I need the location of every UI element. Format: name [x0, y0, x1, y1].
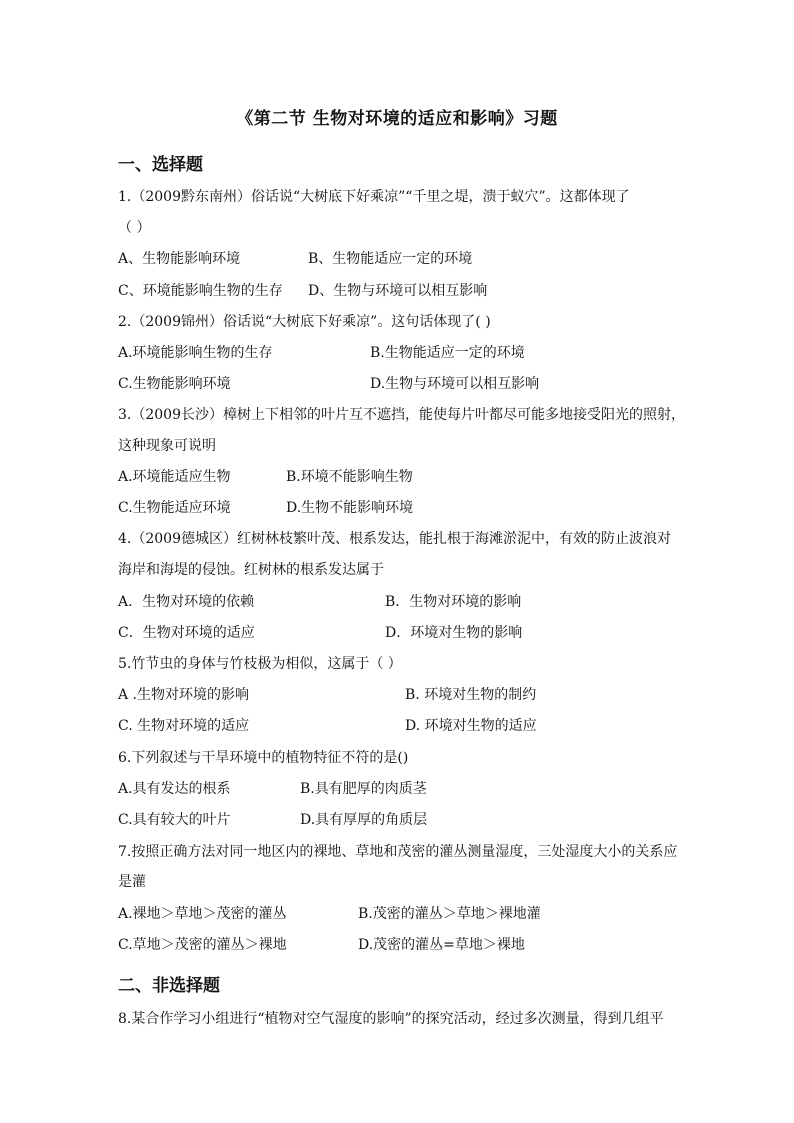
question-4-stem-cont: 海岸和海堤的侵蚀。红树林的根系发达属于 — [118, 562, 384, 578]
question-8-stem: 8.某合作学习小组进行“植物对空气湿度的影响”的探究活动，经过多次测量，得到几组平 — [118, 1011, 664, 1027]
question-1-option-c: C、环境能影响生物的生存 — [118, 283, 283, 299]
question-7-option-a: A.裸地＞草地＞茂密的灌丛 — [118, 906, 287, 922]
page-title: 《第二节 生物对环境的适应和影响》习题 — [236, 109, 558, 129]
question-5-option-c: C. 生物对环境的适应 — [118, 718, 250, 734]
question-1-stem: 1.（2009黔东南州）俗话说“大树底下好乘凉”“千里之堤，溃于蚁穴”。这都体现了 — [118, 189, 630, 205]
question-4-option-a: A．生物对环境的依赖 — [118, 594, 255, 610]
section-heading-nonchoice: 二、非选择题 — [118, 976, 220, 996]
question-3-stem-cont: 这种现象可说明 — [118, 438, 216, 454]
question-4-option-c: C．生物对环境的适应 — [118, 625, 255, 641]
question-2-option-a: A.环境能影响生物的生存 — [118, 345, 273, 361]
question-1-option-a: A、生物能影响环境 — [118, 251, 241, 267]
question-7-stem-cont: 是灌 — [118, 874, 146, 890]
question-7-option-d: D.茂密的灌丛=草地＞裸地 — [358, 937, 525, 953]
question-7-option-b: B.茂密的灌丛＞草地＞裸地灌 — [358, 906, 541, 922]
question-1-stem-cont: （ ） — [118, 220, 151, 236]
question-6-option-d: D.具有厚厚的角质层 — [300, 812, 428, 828]
question-5-option-a: A .生物对环境的影响 — [118, 687, 250, 703]
question-1-option-b: B、生物能适应一定的环境 — [308, 251, 473, 267]
question-5-stem: 5.竹节虫的身体与竹枝极为相似，这属于（ ） — [118, 656, 402, 672]
question-6-option-c: C.具有较大的叶片 — [118, 812, 231, 828]
question-3-option-c: C.生物能适应环境 — [118, 500, 231, 516]
question-5-option-b: B. 环境对生物的制约 — [405, 687, 537, 703]
question-3-option-a: A.环境能适应生物 — [118, 469, 231, 485]
question-3-option-d: D.生物不能影响环境 — [286, 500, 414, 516]
question-7-stem: 7.按照正确方法对同一地区内的裸地、草地和茂密的灌丛测量湿度，三处湿度大小的关系应 — [118, 844, 678, 860]
question-3-option-b: B.环境不能影响生物 — [286, 469, 413, 485]
question-7-option-c: C.草地＞茂密的灌丛＞裸地 — [118, 937, 287, 953]
question-6-option-a: A.具有发达的根系 — [118, 781, 231, 797]
question-1-option-d: D、生物与环境可以相互影响 — [308, 283, 488, 299]
question-2-stem: 2.（2009锦州）俗话说“大树底下好乘凉”。这句话体现了( ) — [118, 314, 491, 330]
question-6-option-b: B.具有肥厚的肉质茎 — [300, 781, 427, 797]
question-4-option-d: D．环境对生物的影响 — [385, 625, 523, 641]
question-5-option-d: D. 环境对生物的适应 — [405, 718, 537, 734]
question-2-option-c: C.生物能影响环境 — [118, 376, 231, 392]
question-2-option-d: D.生物与环境可以相互影响 — [370, 376, 540, 392]
question-6-stem: 6.下列叙述与干旱环境中的植物特征不符的是() — [118, 750, 409, 766]
question-3-stem: 3.（2009长沙）樟树上下相邻的叶片互不遮挡，能使每片叶都尽可能多地接受阳光的照射， — [118, 407, 685, 423]
question-4-stem: 4.（2009德城区）红树林枝繁叶茂、根系发达，能扎根于海滩淤泥中，有效的防止波浪对 — [118, 531, 671, 547]
question-2-option-b: B.生物能适应一定的环境 — [370, 345, 525, 361]
question-4-option-b: B．生物对环境的影响 — [385, 594, 522, 610]
section-heading-choice: 一、选择题 — [118, 155, 203, 175]
